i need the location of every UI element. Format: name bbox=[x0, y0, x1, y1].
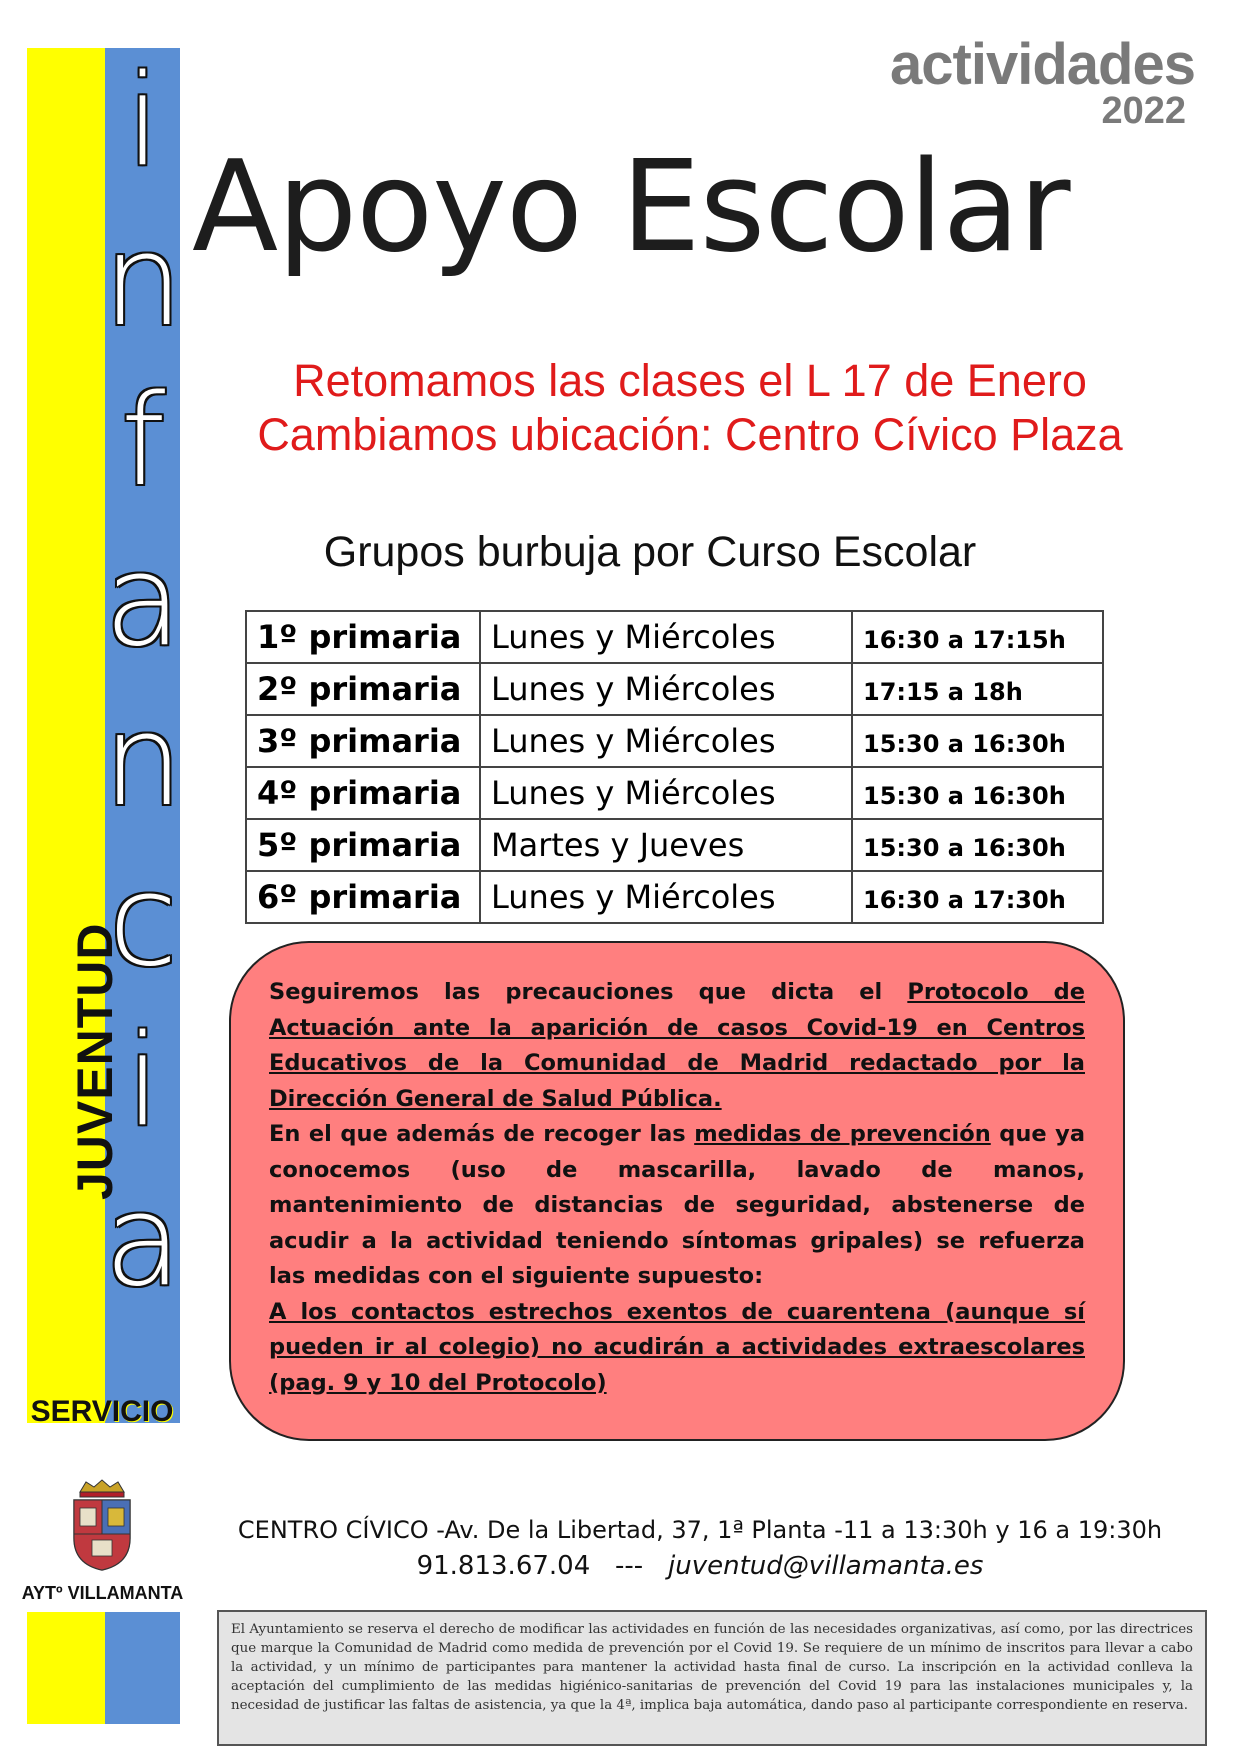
days-cell: Lunes y Miércoles bbox=[480, 611, 852, 663]
phone-number: 91.813.67.04 bbox=[416, 1551, 591, 1581]
servicio-label: SERVICIO bbox=[30, 1395, 174, 1428]
infancia-letter: f bbox=[120, 367, 166, 514]
days-cell: Lunes y Miércoles bbox=[480, 663, 852, 715]
days-cell: Lunes y Miércoles bbox=[480, 715, 852, 767]
announcement-line-1: Retomamos las clases el L 17 de Enero bbox=[293, 355, 1087, 406]
ayuntamiento-label: AYTº VILLAMANTA bbox=[21, 1583, 184, 1603]
prevention-measures-reference: medidas de prevención bbox=[694, 1121, 991, 1147]
hours-cell: 17:15 a 18h bbox=[852, 663, 1103, 715]
protocol-reference: Protocolo de Actuación ante la aparición de casos Covid-19 en Centros Educativos de la Comunidad de Madrid redactado por la Dirección General de Salud Pública. bbox=[269, 979, 1085, 1112]
coat-of-arms-icon bbox=[66, 1478, 138, 1573]
hours-cell: 15:30 a 16:30h bbox=[852, 767, 1103, 819]
table-row bbox=[246, 819, 1103, 871]
grade-cell: 2º primaria bbox=[246, 663, 480, 715]
hours-cell: 15:30 a 16:30h bbox=[852, 715, 1103, 767]
infancia-letter: i bbox=[125, 47, 161, 194]
sidebar-blue-band-bottom bbox=[105, 1612, 180, 1724]
covid-notice-box bbox=[229, 941, 1125, 1441]
table-row bbox=[246, 663, 1103, 715]
infancia-letter: i bbox=[125, 1007, 161, 1154]
contact-address: CENTRO CÍVICO -Av. De la Libertad, 37, 1ª Planta -11 a 13:30h y 16 a 19:30h bbox=[237, 1516, 1163, 1544]
infancia-letter: c bbox=[108, 847, 178, 994]
table-row bbox=[246, 871, 1103, 923]
sidebar-yellow-band-bottom bbox=[27, 1612, 105, 1724]
juventud-label: JUVENTUD bbox=[67, 922, 123, 1200]
grade-cell: 5º primaria bbox=[246, 819, 480, 871]
table-row bbox=[246, 767, 1103, 819]
notice-paragraph-3: A los contactos estrechos exentos de cuarentena (aunque sí pueden ir al colegio) no acudirán a actividades extraescolares (pag. 9 y 10 del Protocolo) bbox=[269, 1298, 1085, 1396]
announcement-line-2: Cambiamos ubicación: Centro Cívico Plaza bbox=[257, 409, 1123, 460]
separator: --- bbox=[615, 1551, 644, 1581]
contact-phone-line bbox=[200, 1551, 1200, 1581]
groups-subtitle: Grupos burbuja por Curso Escolar bbox=[323, 528, 977, 576]
table-row bbox=[246, 611, 1103, 663]
infancia-letter: a bbox=[104, 527, 182, 674]
email-address: juventud@villamanta.es bbox=[668, 1551, 984, 1581]
grade-cell: 6º primaria bbox=[246, 871, 480, 923]
infancia-letter: n bbox=[103, 207, 183, 354]
disclaimer-text: El Ayuntamiento se reserva el derecho de modificar las actividades en función de las necesidades organizativas, así como, por las directrices que marque la Comunidad de Madrid como medida de prevención por el Covid 19. Se requiere de un mínimo de inscritos para llevar a cabo la actividad, y un mínimo de participantes para mantener la actividad hasta final de curso. La inscripción en la actividad conlleva la aceptación del cumplimiento de las medidas higiénico-sanitarias de prevención del Covid 19 para las instalaciones municipales y, la necesidad de justificar las faltas de asistencia, ya que la 4ª, implica baja automática, dando paso al participante correspondiente en reserva. bbox=[231, 1622, 1193, 1713]
infancia-letter: n bbox=[103, 687, 183, 834]
grade-cell: 3º primaria bbox=[246, 715, 480, 767]
infancia-letter: a bbox=[104, 1167, 182, 1314]
notice-text: En el que además de recoger las bbox=[269, 1121, 695, 1147]
page-title: Apoyo Escolar bbox=[192, 133, 1070, 280]
days-cell: Lunes y Miércoles bbox=[480, 767, 852, 819]
notice-text: Seguiremos las precauciones que dicta el bbox=[269, 979, 908, 1005]
hours-cell: 15:30 a 16:30h bbox=[852, 819, 1103, 871]
days-cell: Lunes y Miércoles bbox=[480, 871, 852, 923]
schedule-table bbox=[245, 610, 1104, 924]
notice-paragraph-1 bbox=[269, 975, 1085, 1117]
notice-paragraph-2 bbox=[269, 1117, 1085, 1295]
sidebar-yellow-band bbox=[27, 48, 105, 1423]
disclaimer-box bbox=[217, 1610, 1207, 1746]
hours-cell: 16:30 a 17:30h bbox=[852, 871, 1103, 923]
grade-cell: 4º primaria bbox=[246, 767, 480, 819]
notice-text: que ya conocemos (uso de mascarilla, lavado de manos, mantenimiento de distancias de seguridad, abstenerse de acudir a la actividad teniendo síntomas gripales) se refuerza las medidas con el siguiente supuesto: bbox=[269, 1121, 1085, 1289]
table-row bbox=[246, 715, 1103, 767]
year-label: 2022 bbox=[1101, 90, 1186, 132]
hours-cell: 16:30 a 17:15h bbox=[852, 611, 1103, 663]
activities-label: actividades bbox=[890, 32, 1195, 97]
grade-cell: 1º primaria bbox=[246, 611, 480, 663]
days-cell: Martes y Jueves bbox=[480, 819, 852, 871]
